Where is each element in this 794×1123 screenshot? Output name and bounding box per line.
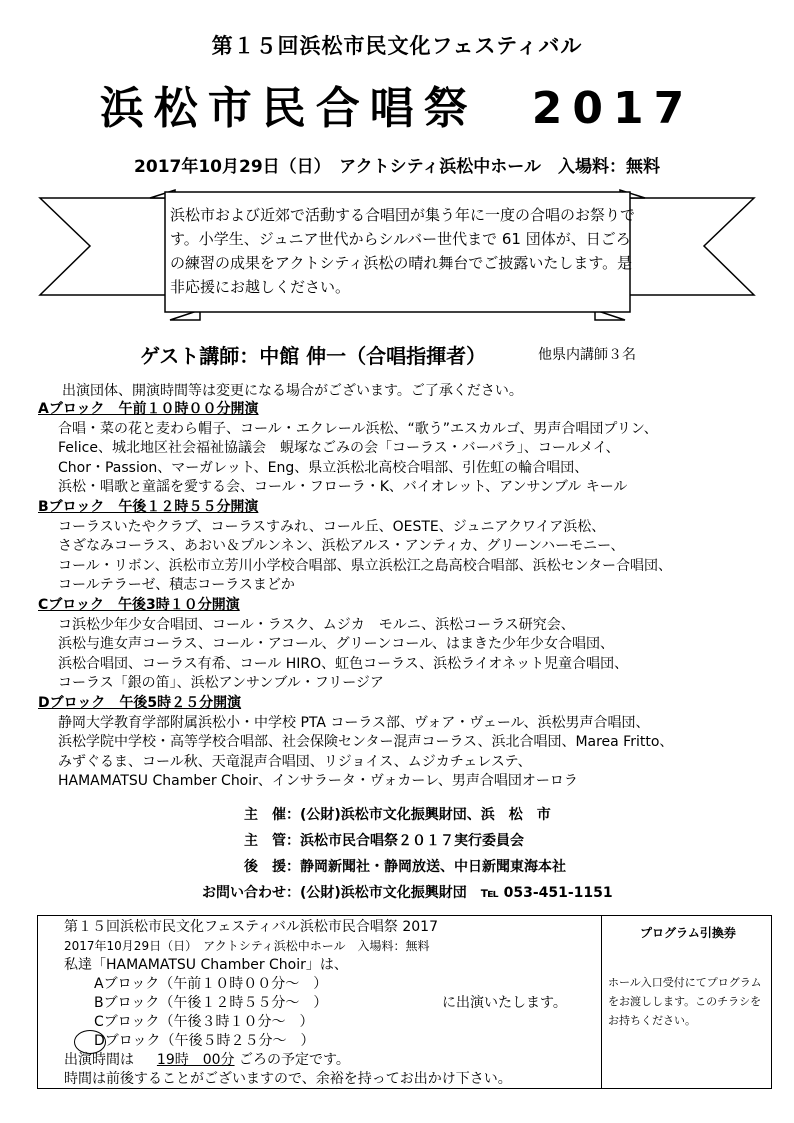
organizer-value: (公財)浜松市文化振興財団 ℡ 053-451-1151 xyxy=(300,885,613,901)
coupon-time-line xyxy=(64,1051,594,1070)
organizer-key: 主 管： xyxy=(244,833,300,849)
coupon-side xyxy=(608,924,768,1030)
guest-lecturer: ゲスト講師：中館 伸一（合唱指揮者） xyxy=(140,344,487,368)
coupon-choir: 私達「HAMAMATSU Chamber Choir」は、 xyxy=(64,957,348,973)
list-item: コール・リボン、浜松市立芳川小学校合唱部、県立浜松江之島高校合唱部、浜松センター合唱団、 xyxy=(58,557,673,574)
list-item: 浜松合唱団、コーラス有希、コール HIRO、虹色コーラス、浜松ライオネット児童合唱団、 xyxy=(58,655,629,672)
coupon-option-d: Dブロック（午後５時２５分～ ） xyxy=(94,1033,315,1049)
organizer-key: お問い合わせ： xyxy=(202,885,300,901)
block-b-heading: Bブロック 午後１２時５５分開演 xyxy=(38,498,259,515)
list-item: コ浜松少年少女合唱団、コール・ラスク、ムジカ モルニ、浜松コーラス研究会、 xyxy=(58,616,575,633)
block-a-heading: Aブロック 午前１０時００分開演 xyxy=(38,401,259,417)
guest-note: 他県内講師３名 xyxy=(538,347,636,363)
organizer-row xyxy=(0,828,794,854)
organizer-key: 主 催： xyxy=(244,807,300,823)
coupon-appear: に出演いたします。 xyxy=(442,995,567,1011)
organizer-value: (公財)浜松市文化振興財団、浜 松 市 xyxy=(300,807,551,823)
organizers xyxy=(0,802,794,906)
coupon-side-title: プログラム引換券 xyxy=(640,926,736,940)
list-item: コーラスいたやクラブ、コーラスすみれ、コール丘、OESTE、ジュニアクワイア浜松、 xyxy=(58,518,606,535)
event-date-venue: 2017年10月29日（日） アクトシティ浜松中ホール 入場料：無料 xyxy=(134,157,660,177)
coupon-option-c: Cブロック（午後３時１０分～ ） xyxy=(94,1014,314,1030)
list-item: 浜松学院中学校・高等学校合唱部、社会保険センター混声コーラス、浜北合唱団、Marea Fritto、 xyxy=(58,734,674,751)
list-item: コールテラーゼ、積志コーラスまどか xyxy=(58,577,295,594)
coupon-main xyxy=(64,918,594,1089)
organizer-row xyxy=(0,802,794,828)
organizer-value: 静岡新聞社・静岡放送、中日新聞東海本社 xyxy=(300,859,566,875)
selection-circle xyxy=(74,1030,106,1054)
list-item: みずぐるま、コール秋、天竜混声合唱団、リジョイス、ムジカチェレステ、 xyxy=(58,753,532,770)
list-item: コーラス「銀の笛」、浜松アンサンブル・フリージア xyxy=(58,675,384,692)
coupon-option-a: Aブロック（午前１０時００分～ ） xyxy=(94,976,328,992)
organizer-key: 後 援： xyxy=(244,859,300,875)
list-item: HAMAMATSU Chamber Choir、インサラータ・ヴォカーレ、男声合唱団オーロラ xyxy=(58,773,578,790)
list-item: Felice、城北地区社会福祉協議会 蜆塚なごみの会「コーラス・バーバラ」、コールメイ、 xyxy=(58,440,620,457)
organizer-row xyxy=(0,880,794,906)
list-item: さざなみコーラス、あおい＆プルンネン、浜松アルス・アンティカ、グリーンハーモニー、 xyxy=(58,538,625,555)
intro-text: 浜松市および近郊で活動する合唱団が集う年に一度の合唱のお祭りです。小学生、ジュニア世代からシルバー世代まで 61 団体が、日ごろの練習の成果をアクトシティ浜松の晴れ舞台でご披露いたします。是非応援にお越しください。 xyxy=(170,206,636,296)
coupon-closing: 時間は前後することがございますので、余裕を持ってお出かけ下さい。 xyxy=(64,1071,512,1087)
coupon-side-text: ホール入口受付にてプログラムをお渡しします。このチラシをお持ちください。 xyxy=(608,976,762,1027)
list-item: 浜松与進女声コーラス、コール・アコール、グリーンコール、はまきた少年少女合唱団、 xyxy=(58,636,614,653)
list-item: 合唱・菜の花と麦わら帽子、コール・エクレール浜松、“歌う”エスカルゴ、男声合唱団プリン、 xyxy=(58,420,658,437)
coupon-time-suffix: ごろの予定です。 xyxy=(239,1052,350,1068)
coupon-date: 2017年10月29日（日） アクトシティ浜松中ホール 入場料：無料 xyxy=(64,939,430,953)
program-coupon xyxy=(37,915,772,1089)
coupon-option-b: Bブロック（午後１２時５５分～ ） xyxy=(94,995,328,1011)
block-c-heading: Cブロック 午後3時１０分開演 xyxy=(38,596,240,613)
list-item: 浜松・唱歌と童謡を愛する会、コール・フローラ・K、バイオレット、アンサンブル キール xyxy=(58,479,628,496)
change-notice: 出演団体、開演時間等は変更になる場合がございます。ご了承ください。 xyxy=(62,383,523,399)
coupon-time-prefix: 出演時間は xyxy=(64,1052,134,1068)
coupon-option-b-row xyxy=(64,994,594,1013)
coupon-divider xyxy=(601,916,602,1088)
coupon-title: 第１５回浜松市民文化フェスティバル浜松市民合唱祭 2017 xyxy=(64,919,438,935)
list-item: Chor・Passion、マーガレット、Eng、県立浜松北高校合唱部、引佐虹の輪合唱団、 xyxy=(58,459,589,476)
page-title: 浜松市民合唱祭 2017 xyxy=(99,83,695,134)
block-d-heading: Dブロック 午後5時２５分開演 xyxy=(38,694,242,711)
performance-blocks xyxy=(38,400,758,792)
organizer-value: 浜松市民合唱祭２０１７実行委員会 xyxy=(300,833,524,849)
festival-subtitle: 第１５回浜松市民文化フェスティバル xyxy=(211,34,583,58)
list-item: 静岡大学教育学部附属浜松小・中学校 PTA コーラス部、ヴォア・ヴェール、浜松男声合唱団、 xyxy=(58,714,650,731)
organizer-row xyxy=(0,854,794,880)
coupon-time-value: 19時 00分 xyxy=(156,1052,235,1068)
